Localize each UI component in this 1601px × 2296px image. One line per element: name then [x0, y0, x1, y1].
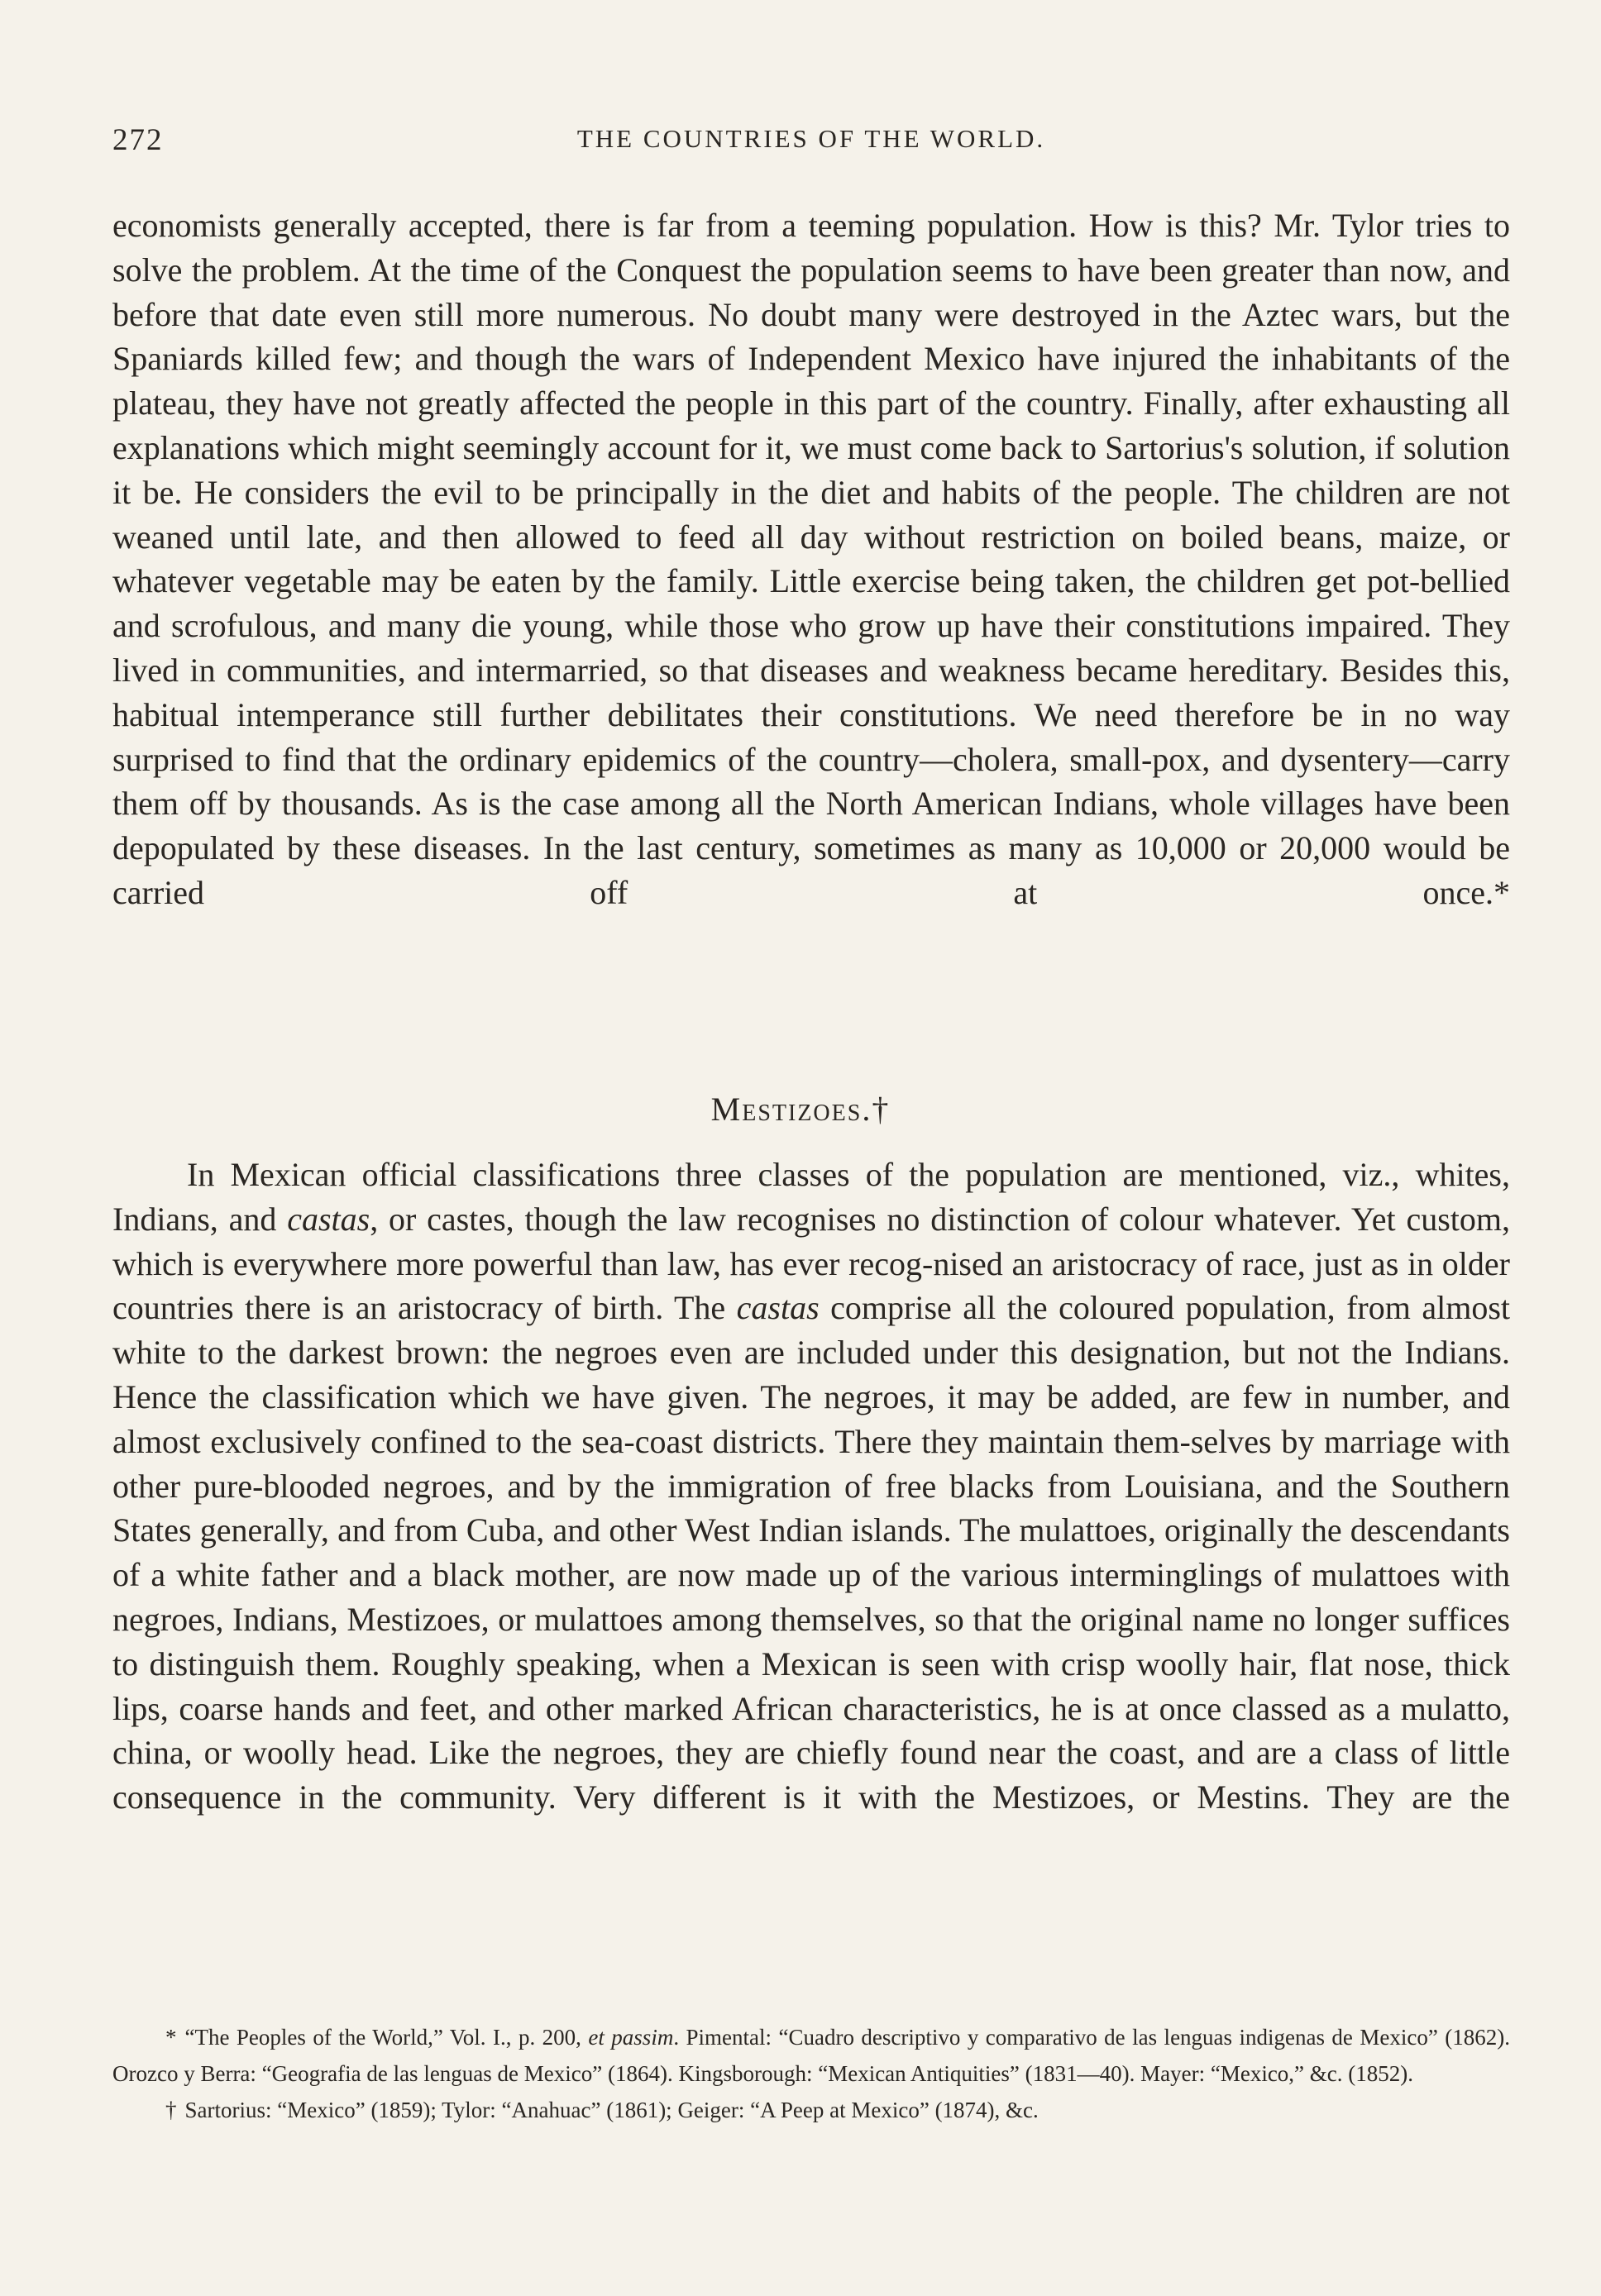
- paragraph-two-segment-2: , or castes, though the law recognises no distinction of colour whatever. Yet custom, which is everywhere more powerful than law, has ever recog-nised an aristocracy of race, just as in older countries there is an aristocracy of birth. The: [112, 1200, 1510, 1327]
- castas-italic-2: castas: [736, 1289, 820, 1327]
- footnotes: [112, 2019, 1510, 2128]
- footnote-asterisk-text-b: . Pimental: “Cuadro descriptivo y comparativo de las lenguas indigenas de Mexico” (1862). Orozco y Berra: “Geografia de las lenguas de Mexico” (1864). Kingsborough: “Mexican Antiquities” (1831—40). Mayer: “Mexico,” &c. (1852).: [112, 2025, 1511, 2086]
- section-heading-mestizoes: Mestizoes.†: [710, 1091, 891, 1128]
- footnote-dagger: [112, 2092, 1510, 2128]
- running-title: THE COUNTRIES OF THE WORLD.: [576, 124, 1046, 153]
- paragraph-one-text: economists generally accepted, there is far from a teeming population. How is this? Mr. Tylor tries to solve the problem. At the time of the Conquest the population seems to have been greater than now, and before that date even still more numerous. No doubt many were destroyed in the Aztec wars, but the Spaniards killed few; and though the wars of Independent Mexico have injured the inhabitants of the plateau, they have not greatly affected the people in this part of the country. Finally, after exhausting all explanations which might seemingly account for it, we must come back to Sartorius's solution, if solution it be. He considers the evil to be principally in the diet and habits of the people. The children are not weaned until late, and then allowed to feed all day without restriction on boiled beans, maize, or whatever vegetable may be eaten by the family. Little exercise being taken, the children get pot-bellied and scrofulous, and many die young, while those who grow up have their constitutions impaired. They lived in communities, and intermarried, so that diseases and weakness became hereditary. Besides this, habitual intemperance still further debilitates their constitutions. We need therefore be in no way surprised to find that the ordinary epidemics of the country—cholera, small-pox, and dysentery—carry them off by thousands. As is the case among all the North American Indians, whole villages have been depopulated by these diseases. In the: [112, 207, 1510, 867]
- paragraph-continuation: [112, 203, 1510, 915]
- running-head: [112, 122, 1510, 164]
- footnote-dagger-marker: †: [165, 2098, 177, 2122]
- paragraph-two-segment-3: comprise all the coloured population, from almost white to the darkest brown: the negroes even are included under this designation, but not the Indians. Hence the classification which we have given. The negroes, it may be added, are few in number, and almost exclusively confined to the sea-coast districts. There they maintain them-selves by marriage with other pure-blooded negroes, and by the immigration of free blacks from Louisiana, and the Southern States generally, and from Cuba, and other West Indian islands. The mulattoes, originally the descendants of a white father and a black mother, are now made up of the various interminglings of mulattoes with negroes, Indians, Mestizoes, or mulattoes among themselves, so that the original name no longer suffices to distinguish them. Roughly speaking, when a Mexican is seen with crisp woolly hair, flat nose, thick lips, coarse hands and feet, and other marked African characteristics, he is at once classed as a mulatto, china, or woolly head. Like the negroes, they are chiefly found near the coast, and are a class of little consequence in the community. Very different is it with the Mestizoes, or Mestins. They are the: [112, 1289, 1510, 1816]
- footnote-asterisk-text-a: “The Peoples of the World,” Vol. I., p. 200,: [184, 2025, 589, 2050]
- paragraph-two-segment-1: In Mexican official classifications three classes of the population are mentioned, viz., whites, Indians, and: [112, 1156, 1510, 1238]
- footnote-asterisk-italic: et passim: [588, 2025, 674, 2050]
- castas-italic-1: castas: [287, 1200, 370, 1238]
- page-number: 272: [112, 123, 164, 157]
- footnote-dagger-text: Sartorius: “Mexico” (1859); Tylor: “Anahuac” (1861); Geiger: “A Peep at Mexico” (1874), &c.: [184, 2098, 1039, 2122]
- footnote-asterisk-marker: *: [165, 2025, 177, 2050]
- paragraph-one-last-line: last century, sometimes as many as 10,000 or 20,000 would be carried off at once.*: [112, 829, 1510, 911]
- paragraph-mestizoes: [112, 1153, 1510, 1820]
- footnote-asterisk: [112, 2019, 1510, 2092]
